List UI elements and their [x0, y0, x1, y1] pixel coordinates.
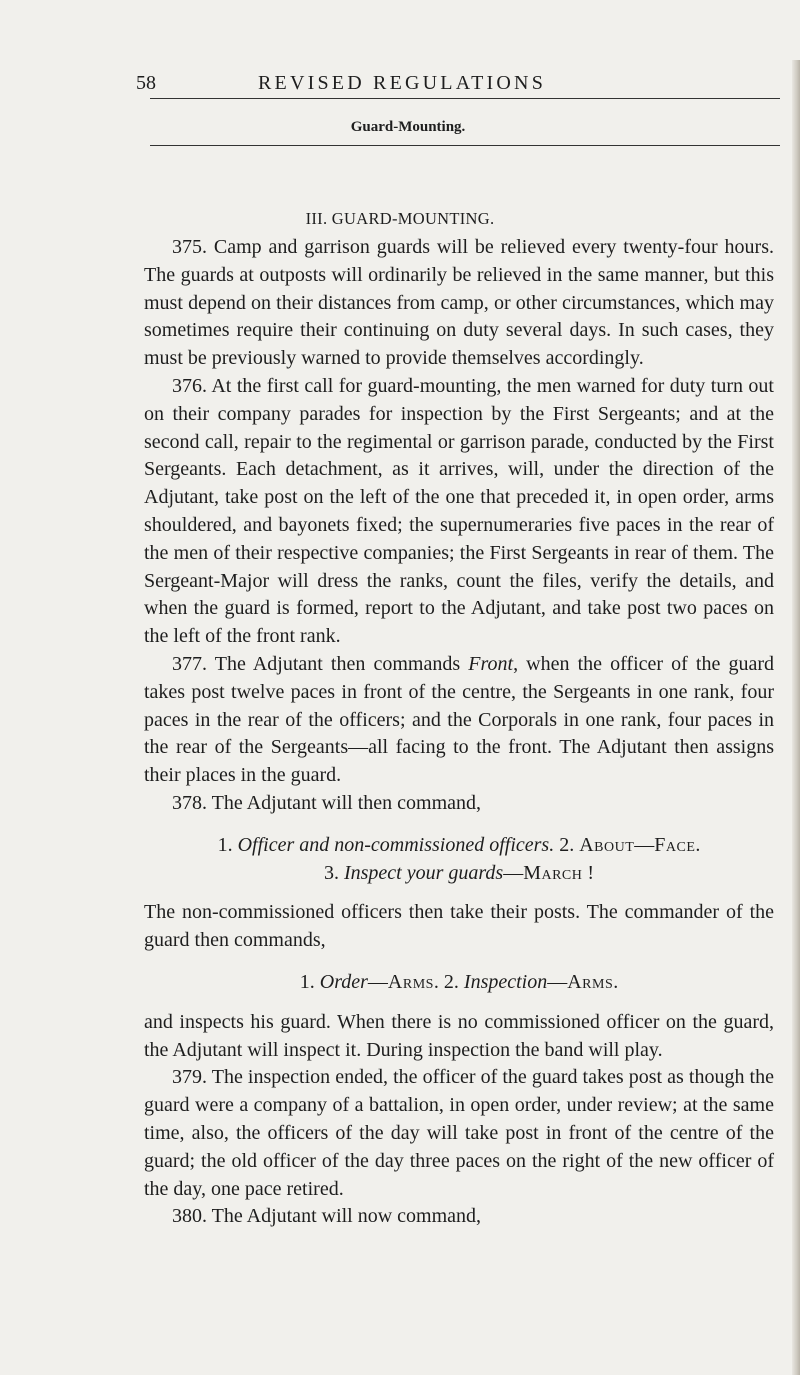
cmd-word: Arms	[387, 970, 434, 993]
p377-start: 377. The Adjutant then commands	[172, 652, 469, 675]
paragraph-378-continued: The non-commissioned officers then take their posts. The commander of the guard then commands,	[144, 901, 774, 952]
cmd-text: Inspection	[463, 970, 548, 993]
cmd-number: 3.	[323, 861, 344, 884]
paragraph-378: 378. The Adjutant will then command,	[172, 791, 482, 814]
command-line-2	[144, 860, 774, 888]
cmd-word: About	[579, 833, 635, 856]
cmd-word: March	[523, 861, 583, 884]
cmd-number: 1.	[299, 970, 320, 993]
cmd-punct: .	[433, 970, 439, 993]
command-line-1	[144, 832, 774, 860]
p377-command-front: Front	[468, 652, 514, 675]
cmd-number: 1.	[217, 833, 238, 856]
paragraph-379: 379. The inspection ended, the officer of the guard takes post as though the guard were a company of a battalion, in open order, under review; at the same time, also, the officers of the day will take post in front of the centre of the guard; the old officer of the day three paces on the right of the new officer of the day, one pace retired.	[144, 1066, 774, 1200]
header-rule-bottom	[150, 145, 780, 146]
paragraph-376: 376. At the first call for guard-mounting, the men warned for duty turn out on their company parades for inspection by the First Sergeants; and at the second call, repair to the regimental or garrison parade, conducted by the First Sergeants. Each detachment, as it arrives, will, under the direction of the Adjutant, take post on the left of the one that preceded it, in open order, arms shouldered, and bayonets fixed; the supernumeraries five paces in the rear of the men of their respective companies; the First Sergeants in rear of them. The Sergeant-Major will dress the ranks, count the files, verify the details, and when the guard is formed, report to the Adjutant, and take post two paces on the left of the front rank.	[144, 374, 774, 648]
command-line-3	[144, 969, 774, 997]
paragraph-378-end: and inspects his guard. When there is no commissioned officer on the guard, the Adjutant will inspect it. During inspection the band will play.	[144, 1010, 774, 1061]
cmd-number: 2.	[554, 833, 580, 856]
subhead-text: Guard-Mounting.	[350, 119, 466, 135]
cmd-dash: —	[547, 970, 568, 993]
cmd-word: Arms	[567, 970, 614, 993]
command-block-1	[144, 832, 774, 888]
paragraph-377	[144, 651, 774, 790]
cmd-dash: —	[503, 861, 524, 884]
cmd-word: Face	[654, 833, 696, 856]
cmd-text: Officer and non-commissioned officers.	[237, 833, 555, 856]
header-rule-top	[150, 98, 780, 99]
p377-rest: , when the officer of the guard takes post twelve paces in front of the centre, the Sergeants in one rank, four paces in the rear of the officers; and the Corporals in one rank, four paces in the rear of the Sergeants—all facing to the front. The Adjutant then assigns their places in the guard.	[144, 652, 774, 787]
paragraph-380: 380. The Adjutant will now command,	[172, 1205, 482, 1228]
section-heading: III. GUARD-MOUNTING.	[305, 209, 495, 228]
page-edge-shadow	[792, 60, 800, 1375]
cmd-punct: !	[582, 861, 595, 884]
cmd-punct: .	[613, 970, 619, 993]
body-text	[144, 234, 774, 1231]
cmd-number: 2.	[438, 970, 464, 993]
cmd-text: Inspect your guards	[343, 861, 504, 884]
cmd-dash: —	[367, 970, 388, 993]
paragraph-375: 375. Camp and garrison guards will be relieved every twenty-four hours. The guards at outposts will ordinarily be relieved in the same manner, but this must depend on their distances from camp, or other circumstances, which may sometimes require their continuing on duty several days. In such cases, they must be previously warned to provide themselves accordingly.	[144, 236, 774, 370]
command-block-2	[144, 969, 774, 997]
cmd-dash: —	[634, 833, 655, 856]
cmd-text: Order	[319, 970, 368, 993]
cmd-punct: .	[695, 833, 701, 856]
running-title: REVISED REGULATIONS	[258, 72, 547, 94]
section-subhead	[0, 119, 800, 136]
page-number: 58	[136, 72, 156, 94]
